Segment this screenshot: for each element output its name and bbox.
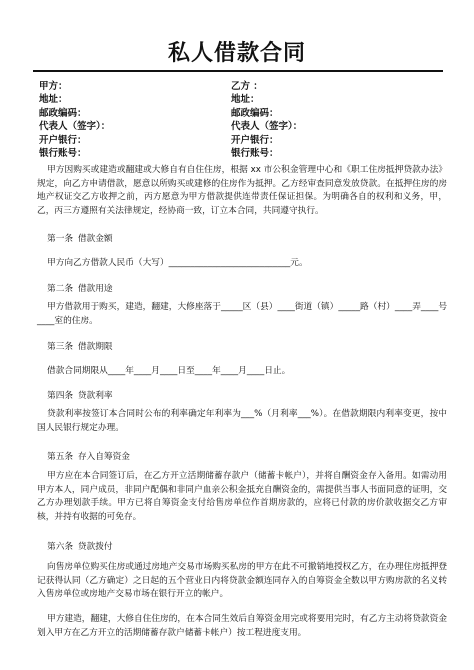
party-a-rep-label: 代表人（签字）： (39, 121, 111, 133)
party-a-postcode-label: 邮政编码： (39, 107, 87, 119)
article-1-heading: 第一条 借款金额 (47, 234, 113, 244)
intro-paragraph: 甲方因购买或建造或翻建或大修自有自住住房，根据 xx 市公积金管理中心和《职工住房抵押贷款办法》规定，向乙方申请借款，愿意以所购买或建修的住房作为抵押。乙方经审查同意发放贷款。在抵押住房的房地产权证交乙方收押之前，丙方愿意为甲方借款提供连带责任保证担保。为明确各自的权利和义务，甲，乙，丙三方遵照有关法律规定，经协商一致，订立本合同，共同遵守执行。 (37, 165, 447, 216)
party-b-rep-label: 代表人（签字）： (231, 121, 303, 133)
article-5-body: 甲方应在本合同签订后，在乙方开立活期储蓄存款户（储蓄卡帐户），并将自酬资金存入备用。如需动用甲方本人，同户成员，非同户配偶和非同户血亲公积金抵充自酬资金的，需提供当事人书面同意的证明，交乙方办理划款手续。甲方已将自筹资金支付给售房单位作首期房款的，应将已付款的房价款收据交乙方审核，并持有收据的可免存。 (37, 471, 447, 522)
article-6-body-2: 甲方建造，翻建，大修自住住房的，在本合同生效后自筹资金用完或将要用完时，有乙方主动将贷款资金划入甲方在乙方开立的活期储蓄存款户储蓄卡帐户）按工程进度支用。 (37, 614, 447, 638)
party-b-address-label: 地址： (231, 94, 260, 106)
party-a-account-label: 银行账号： (39, 148, 87, 160)
article-3-heading: 第三条 借款期限 (47, 342, 113, 352)
article-4-heading: 第四条 贷款利率 (47, 391, 113, 401)
party-a-address-label: 地址： (39, 94, 68, 106)
party-b-block (231, 80, 302, 160)
party-b-bank-label: 开户银行： (231, 134, 279, 146)
party-b-postcode-label: 邮政编码： (231, 107, 279, 119)
party-a-name-label: 甲方： (39, 81, 68, 92)
contract-title: 私人借款合同 (167, 41, 306, 66)
party-a-bank-label: 开户银行： (39, 134, 87, 146)
title-divider (33, 70, 443, 72)
article-6-body: 向售房单位购买住房或通过房地产交易市场购买私房的甲方在此不可撤销地授权乙方，在办理住房抵押登记获得认同（乙方确定）之日起的五个营业日内将贷款金额连同存入的自筹资金全数以甲方购房款的名义转入售房单位或房地产交易市场在银行开立的帐户。 (37, 562, 447, 600)
party-b-name-label: 乙方 ： (231, 81, 263, 92)
article-2-heading: 第二条 借款用途 (47, 284, 113, 294)
article-2-body: 甲方借款用于购买，建造，翻建，大修座落于_____区（县）____街道（镇）_____路（村）____弄____号____室的住房。 (37, 302, 447, 326)
party-b-account-label: 银行账号： (231, 148, 279, 160)
article-3-body: 借款合同期限从____年____月____日至____年____月____日止。 (47, 366, 291, 376)
article-5-heading: 第五条 存入自筹资金 (47, 452, 130, 462)
article-4-body: 贷款利率按签订本合同时公布的利率确定年利率为___%（月利率___%）。在借款期限内利率变更，按中国人民银行规定办理。 (37, 409, 447, 433)
article-6-heading: 第六条 贷款拨付 (47, 542, 113, 552)
party-a-block (39, 80, 110, 160)
article-1-body: 甲方向乙方借款人民币（大写）____________________________元。 (47, 258, 308, 268)
